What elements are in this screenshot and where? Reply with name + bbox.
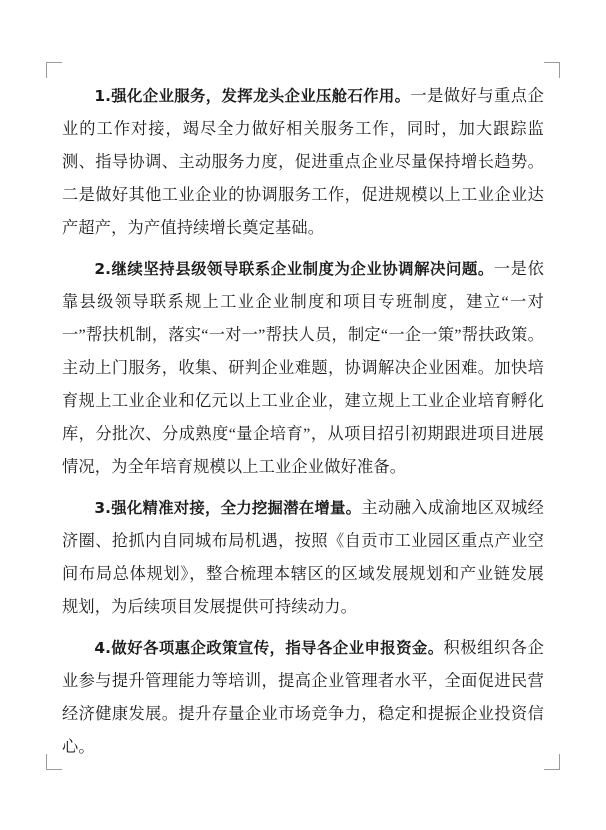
paragraph-1	[62, 80, 544, 245]
crop-mark-top-right	[544, 62, 560, 78]
paragraph-2-number: 2.	[94, 260, 111, 278]
paragraph-4	[62, 632, 544, 764]
paragraph-3	[62, 492, 544, 624]
paragraph-3-heading-text: 强化精准对接，全力挖掘潜在增量。	[110, 499, 362, 517]
paragraph-2-body: 一是依靠县级领导联系规上工业企业制度和项目专班制度，建立“一对一”帮扶机制，落实“一对一”帮扶人员，制定“一企一策”帮扶政策。主动上门服务，收集、研判企业难题，协调解决企业困难。加快培育规上工业企业和亿元以上工业企业，建立规上工业企业培育孵化库，分批次、分成熟度“量企培育”，从项目招引初期跟进项目进展情况，为全年培育规模以上工业企业做好准备。	[62, 260, 544, 476]
paragraph-1-heading-text: 强化企业服务，发挥龙头企业压舱石作用。	[110, 87, 411, 105]
paragraph-4-heading	[94, 639, 443, 657]
paragraph-2-heading-text: 继续坚持县级领导联系企业制度为企业协调解决问题。	[110, 260, 494, 278]
paragraph-3-heading	[94, 499, 361, 517]
paragraph-4-number: 4.	[94, 639, 111, 657]
crop-mark-bottom-right	[544, 754, 560, 770]
paragraph-3-number: 3.	[94, 499, 111, 517]
paragraph-4-body: 积极组织各企业参与提升管理能力等培训，提高企业管理者水平，全面促进民营经济健康发展。提升存量企业市场竞争力，稳定和提振企业投资信心。	[62, 639, 544, 756]
crop-mark-bottom-left	[46, 754, 62, 770]
paragraph-2-heading	[94, 260, 493, 278]
crop-mark-top-left	[46, 62, 62, 78]
paragraph-1-number: 1.	[94, 87, 111, 105]
paragraph-2	[62, 253, 544, 484]
paragraph-1-body: 一是做好与重点企业的工作对接，竭尽全力做好相关服务工作，同时，加大跟踪监测、指导协调、主动服务力度，促进重点企业尽量保持增长趋势。二是做好其他工业企业的协调服务工作，促进规模以上工业企业达产超产，为产值持续增长奠定基础。	[62, 87, 544, 237]
paragraph-1-heading	[94, 87, 410, 105]
paragraph-4-heading-text: 做好各项惠企政策宣传，指导各企业申报资金。	[110, 639, 444, 657]
paragraph-3-body: 主动融入成渝地区双城经济圈、抢抓内自同城布局机遇，按照《自贡市工业园区重点产业空间布局总体规划》，整合梳理本辖区的区域发展规划和产业链发展规划，为后续项目发展提供可持续动力。	[62, 499, 544, 616]
document-body	[62, 80, 544, 772]
